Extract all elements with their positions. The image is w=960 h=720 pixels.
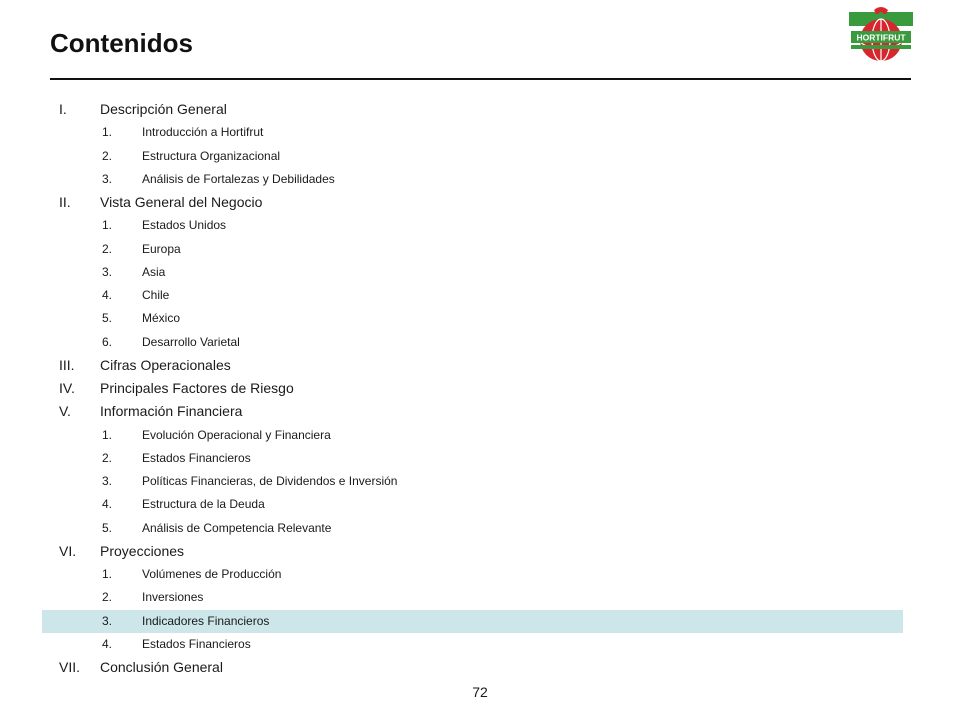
toc-section bbox=[42, 354, 903, 377]
toc-label: Estados Financieros bbox=[142, 450, 251, 465]
toc-label: Políticas Financieras, de Dividendos e Inversión bbox=[142, 474, 398, 488]
toc-number: 4. bbox=[102, 288, 113, 302]
toc-subsection bbox=[42, 586, 903, 609]
toc-label: Europa bbox=[142, 241, 181, 256]
toc-label: Introducción a Hortifrut bbox=[142, 125, 264, 140]
toc-label: Estructura de la Deuda bbox=[142, 497, 265, 512]
toc-number: 2. bbox=[102, 148, 113, 163]
toc-subsection bbox=[42, 470, 903, 493]
toc-section bbox=[42, 377, 903, 400]
toc-number: 1. bbox=[102, 125, 113, 140]
toc-number: 5. bbox=[102, 520, 113, 535]
toc-subsection bbox=[42, 563, 903, 586]
toc-label: Estados Financieros bbox=[142, 636, 251, 651]
toc-label: Indicadores Financieros bbox=[142, 613, 270, 628]
toc-number: 2. bbox=[102, 450, 113, 465]
toc-label: Volúmenes de Producción bbox=[142, 567, 282, 581]
toc-label: Inversiones bbox=[142, 590, 204, 605]
toc-label: Análisis de Competencia Relevante bbox=[142, 520, 332, 535]
toc-number: 4. bbox=[102, 636, 113, 651]
toc-subsection bbox=[42, 214, 903, 237]
toc-label: Descripción General bbox=[100, 101, 227, 117]
toc-number: 6. bbox=[102, 334, 113, 349]
toc-subsection bbox=[42, 121, 903, 144]
toc-number: 4. bbox=[102, 497, 113, 512]
toc-label: Información Financiera bbox=[100, 403, 243, 420]
toc-number: 2. bbox=[102, 590, 113, 605]
toc-section bbox=[42, 191, 903, 214]
toc-subsection bbox=[42, 610, 903, 633]
toc-label: Desarrollo Varietal bbox=[142, 334, 240, 349]
page-number: 72 bbox=[472, 684, 488, 700]
toc-subsection bbox=[42, 238, 903, 261]
toc-number: IV. bbox=[59, 380, 75, 396]
toc-number: 1. bbox=[102, 567, 113, 581]
toc-number: I. bbox=[59, 101, 67, 117]
toc-label: Asia bbox=[142, 264, 166, 279]
toc-subsection bbox=[42, 517, 903, 540]
toc-number: 1. bbox=[102, 218, 113, 233]
toc-number: 3. bbox=[102, 474, 113, 488]
toc-label: Estructura Organizacional bbox=[142, 148, 281, 163]
toc-subsection bbox=[42, 447, 903, 470]
toc-subsection bbox=[42, 168, 903, 191]
toc-subsection bbox=[42, 284, 903, 307]
toc-label: Principales Factores de Riesgo bbox=[100, 380, 294, 396]
toc-label: Conclusión General bbox=[100, 659, 223, 675]
toc-label: México bbox=[142, 311, 181, 326]
toc-section bbox=[42, 98, 903, 121]
toc-subsection bbox=[42, 261, 903, 284]
toc-number: III. bbox=[59, 356, 75, 373]
toc-label: Cifras Operacionales bbox=[100, 356, 231, 373]
toc-number: II. bbox=[59, 194, 71, 210]
toc-section bbox=[42, 656, 903, 679]
toc-section bbox=[42, 400, 903, 423]
toc-number: 3. bbox=[102, 613, 113, 628]
logo-tagline-band bbox=[851, 45, 911, 49]
toc-number: V. bbox=[59, 403, 71, 420]
hortifrut-logo bbox=[846, 4, 916, 68]
toc-subsection bbox=[42, 493, 903, 516]
title-divider bbox=[50, 78, 911, 80]
toc-label: Evolución Operacional y Financiera bbox=[142, 427, 331, 442]
toc-subsection bbox=[42, 145, 903, 168]
toc-label: Chile bbox=[142, 288, 170, 302]
toc-subsection bbox=[42, 307, 903, 330]
toc-number: 3. bbox=[102, 171, 113, 186]
toc-label: Vista General del Negocio bbox=[100, 194, 263, 210]
toc-number: 5. bbox=[102, 311, 113, 326]
toc-subsection bbox=[42, 331, 903, 354]
page-title: Contenidos bbox=[50, 28, 193, 58]
toc-number: 2. bbox=[102, 241, 113, 256]
toc-label: Análisis de Fortalezas y Debilidades bbox=[142, 171, 335, 186]
toc-section bbox=[42, 540, 903, 563]
toc-number: 1. bbox=[102, 427, 113, 442]
toc-number: 3. bbox=[102, 264, 113, 279]
toc-number: VII. bbox=[59, 659, 81, 675]
toc-number: VI. bbox=[59, 542, 77, 559]
toc-subsection bbox=[42, 633, 903, 656]
toc-label: Proyecciones bbox=[100, 542, 185, 559]
toc-subsection bbox=[42, 424, 903, 447]
toc-label: Estados Unidos bbox=[142, 218, 227, 233]
logo-wordmark: HORTIFRUT bbox=[856, 32, 906, 43]
